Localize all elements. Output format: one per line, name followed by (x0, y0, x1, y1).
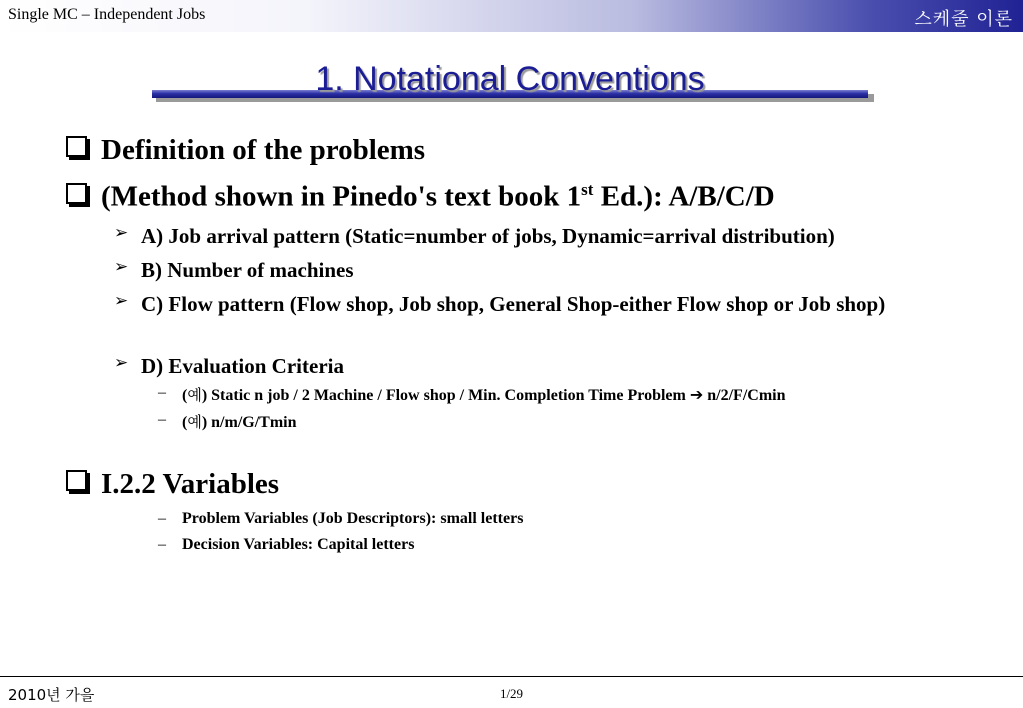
slide-title-block (152, 56, 872, 108)
arrowhead-icon: ➢ (114, 291, 129, 311)
header-left-title: Single MC – Independent Jobs (8, 6, 206, 23)
dash-bullet: – (158, 510, 166, 527)
hollow-square-icon (66, 136, 87, 157)
example-korean-label: 예 (187, 413, 202, 431)
bullet-method (66, 180, 775, 214)
variable-problem-text: Problem Variables (Job Descriptors): small letters (182, 510, 524, 527)
variable-decision-text: Decision Variables: Capital letters (182, 536, 415, 553)
bullet-variables-text: I.2.2 Variables (101, 468, 280, 500)
footer-divider (0, 676, 1023, 677)
hollow-square-icon (66, 470, 87, 491)
hollow-square-icon (66, 183, 87, 204)
dash-bullet: – (158, 536, 166, 553)
example-1-text: (예) Static n job / 2 Machine / Flow shop / Min. Completion Time Problem ➔ n/2/F/Cmin (182, 385, 786, 404)
header-right-title: 스케줄 이론 (914, 9, 1013, 30)
arrowhead-icon: ➢ (114, 353, 129, 373)
page-number: 1/29 (499, 686, 524, 701)
bullet-method-prefix: (Method shown in Pinedo's text book 1 (101, 180, 582, 213)
bullet-method-suffix: Ed.): A/B/C/D (593, 180, 775, 213)
example-korean-label: 예 (187, 386, 202, 404)
dash-bullet: – (158, 411, 166, 428)
sub-bullet-b-text: B) Number of machines (141, 258, 354, 282)
right-arrow-icon: ➔ (689, 385, 704, 404)
bullet-variables (66, 468, 279, 501)
bullet-definition (66, 134, 425, 167)
example-2-text: (예) n/m/G/Tmin (182, 413, 297, 431)
sub-bullet-d-text: D) Evaluation Criteria (141, 354, 344, 378)
arrowhead-icon: ➢ (114, 257, 129, 277)
bullet-method-superscript: st (581, 180, 594, 199)
header-bar (0, 0, 1023, 32)
sub-bullet-c-text: C) Flow pattern (Flow shop, Job shop, General Shop-either Flow shop or Job shop) (141, 292, 886, 316)
slide-title: 1. Notational Conventions (315, 60, 705, 98)
arrowhead-icon: ➢ (114, 223, 129, 243)
sub-bullet-a-text: A) Job arrival pattern (Static=number of jobs, Dynamic=arrival distribution) (141, 224, 835, 248)
bullet-definition-text: Definition of the problems (101, 134, 426, 166)
dash-bullet: – (158, 384, 166, 401)
footer-semester: 2010년 가을 (8, 686, 95, 704)
